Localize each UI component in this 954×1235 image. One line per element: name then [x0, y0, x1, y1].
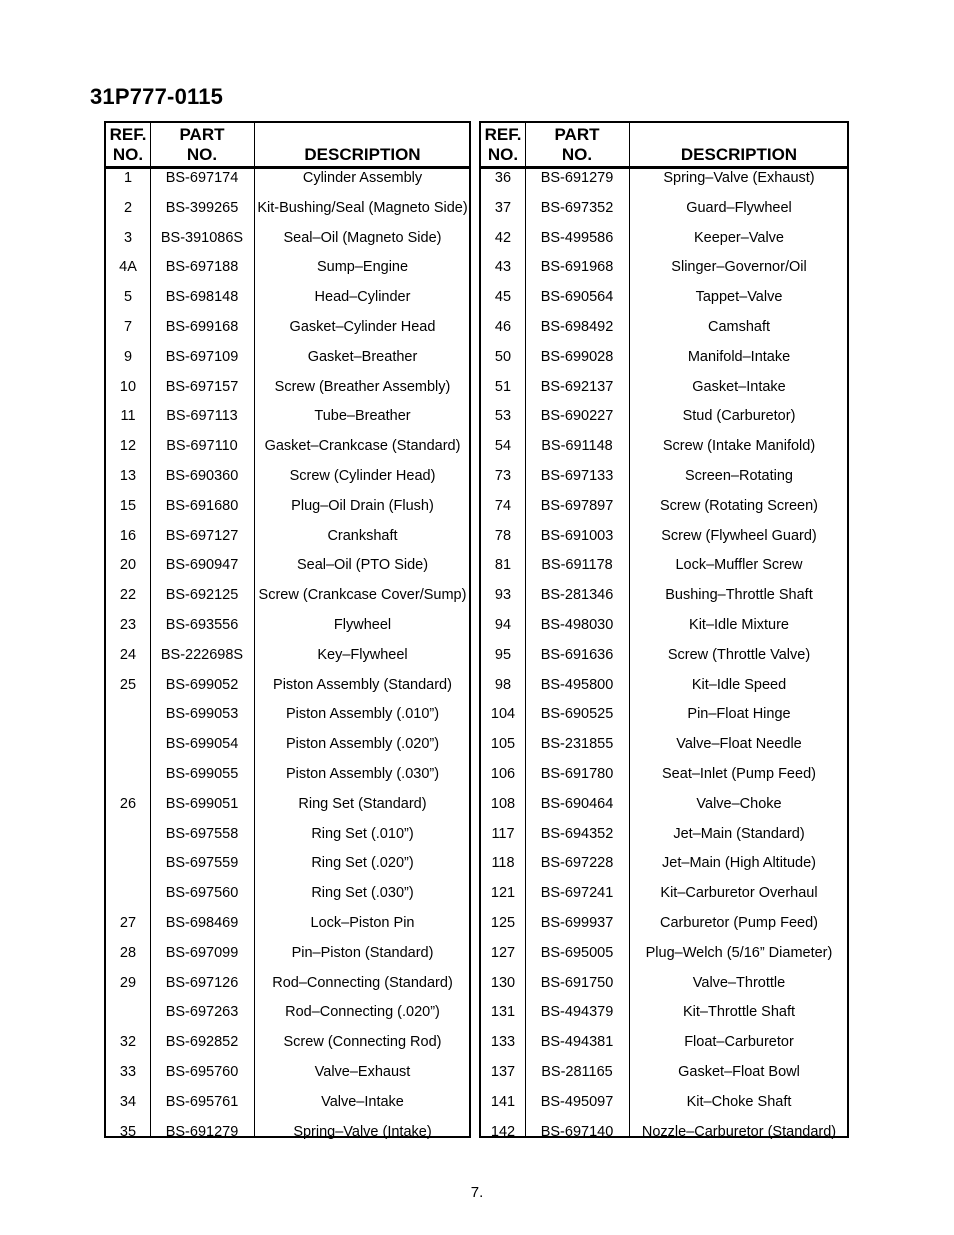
description-cell: Flywheel [333, 617, 392, 633]
ref-no-cell: 141 [490, 1093, 516, 1110]
description-cell: Key–Flywheel [317, 646, 408, 663]
table-row [481, 975, 847, 995]
ref-no-cell: 46 [494, 319, 512, 335]
part-no-cell: BS-698469 [165, 915, 239, 931]
description-cell: Piston Assembly (Standard) [273, 676, 452, 693]
part-no-cell: BS-697352 [540, 199, 614, 216]
part-no-cell: BS-691279 [165, 1123, 239, 1140]
description-cell: Tappet–Valve [695, 289, 783, 306]
description-cell: Gasket–Float Bowl [678, 1064, 800, 1080]
ref-no-cell: 29 [119, 974, 137, 991]
table-row [106, 1004, 469, 1024]
table-row [481, 1094, 847, 1114]
ref-no-cell: 43 [494, 259, 512, 276]
ref-header-line2: NO. [487, 145, 519, 164]
table-row [481, 587, 847, 607]
table-row [106, 736, 469, 756]
description-cell: Manifold–Intake [687, 348, 791, 365]
description-cell: Screw (Flywheel Guard) [661, 527, 817, 544]
part-no-cell: BS-699051 [165, 795, 239, 812]
table-row [481, 796, 847, 816]
table-row [106, 1094, 469, 1114]
description-cell: Slinger–Governor/Oil [671, 259, 807, 276]
table-row [481, 826, 847, 846]
part-no-cell: BS-697157 [165, 378, 239, 395]
part-no-cell: BS-690947 [165, 557, 239, 574]
part-no-cell: BS-281346 [540, 587, 614, 604]
ref-no-cell: 27 [119, 915, 137, 931]
description-cell: Piston Assembly (.030”) [285, 766, 440, 782]
part-no-cell: BS-693556 [165, 617, 239, 633]
ref-no-cell: 81 [494, 557, 512, 574]
part-no-cell: BS-697560 [165, 885, 239, 902]
table-row [106, 259, 469, 279]
part-no-cell: BS-691680 [165, 497, 239, 514]
description-cell: Seat–Inlet (Pump Feed) [662, 766, 816, 782]
ref-no-cell: 13 [119, 468, 137, 484]
table-row [106, 796, 469, 816]
part-no-cell: BS-691178 [541, 557, 613, 574]
table-row [106, 289, 469, 309]
table-row [106, 319, 469, 339]
part-no-cell: BS-692125 [165, 587, 239, 604]
description-cell: Valve–Exhaust [314, 1064, 411, 1080]
description-cell: Plug–Welch (5/16” Diameter) [645, 944, 833, 961]
part-no-cell: BS-494381 [540, 1034, 614, 1051]
part-no-cell: BS-231855 [540, 736, 614, 753]
description-cell: Ring Set (.030”) [311, 885, 414, 902]
table-row [481, 349, 847, 369]
table-row [481, 557, 847, 577]
part-no-cell: BS-691780 [540, 766, 614, 782]
description-cell: Guard–Flywheel [686, 199, 792, 216]
part-no-cell: BS-690464 [540, 795, 614, 812]
table-row [481, 200, 847, 220]
ref-no-cell: 33 [119, 1064, 137, 1080]
table-row [106, 1064, 469, 1084]
table-row [481, 319, 847, 339]
table-row [481, 230, 847, 250]
part-no-cell: BS-697559 [165, 855, 239, 872]
table-row [106, 855, 469, 875]
ref-no-cell: 2 [123, 199, 133, 216]
description-cell: Gasket–Breather [307, 348, 418, 365]
table-row [481, 915, 847, 935]
description-cell: Jet–Main (High Altitude) [662, 855, 816, 872]
ref-no-cell: 12 [119, 438, 137, 455]
description-cell: Rod–Connecting (.020”) [285, 1004, 440, 1021]
table-row [106, 975, 469, 995]
part-no-cell: BS-690227 [540, 408, 614, 425]
parts-table-right [479, 121, 849, 1138]
table-row [106, 766, 469, 786]
table-row [106, 349, 469, 369]
part-no-cell: BS-697241 [540, 885, 614, 902]
table-row [481, 259, 847, 279]
ref-no-cell: 125 [490, 915, 516, 931]
part-no-cell: BS-495097 [540, 1093, 614, 1110]
part-no-cell: BS-697263 [165, 1004, 239, 1021]
table-row [106, 408, 469, 428]
part-no-cell: BS-698492 [540, 319, 614, 335]
part-no-cell: BS-695005 [540, 944, 614, 961]
description-cell: Stud (Carburetor) [682, 408, 796, 425]
description-cell: Gasket–Crankcase (Standard) [264, 438, 461, 455]
table-row [106, 617, 469, 637]
description-cell: Valve–Choke [696, 795, 782, 812]
description-cell: Valve–Throttle [692, 974, 786, 991]
part-no-header [150, 123, 254, 166]
ref-no-cell: 106 [490, 766, 516, 782]
ref-no-cell: 95 [494, 646, 512, 663]
ref-no-cell: 94 [494, 617, 512, 633]
ref-no-cell: 50 [494, 348, 512, 365]
table-row [481, 677, 847, 697]
ref-no-header [481, 123, 525, 166]
description-cell: Ring Set (.020”) [311, 855, 414, 872]
table-row [481, 1034, 847, 1054]
table-row [106, 647, 469, 667]
part-no-cell: BS-690525 [540, 706, 614, 723]
ref-no-cell: 1 [123, 170, 133, 186]
description-cell: Sump–Engine [316, 259, 409, 276]
description-cell: Kit–Choke Shaft [686, 1093, 792, 1110]
description-cell: Piston Assembly (.020”) [285, 736, 440, 753]
ref-no-cell: 24 [119, 646, 137, 663]
table-row [106, 528, 469, 548]
page-number: 7. [470, 1184, 484, 1201]
description-cell: Kit–Carburetor Overhaul [660, 885, 818, 902]
description-cell: Lock–Muffler Screw [675, 557, 803, 574]
table-row [106, 468, 469, 488]
ref-no-cell: 35 [119, 1123, 137, 1140]
ref-no-cell: 73 [494, 468, 512, 484]
table-row [481, 617, 847, 637]
table-row [106, 200, 469, 220]
table-row [481, 408, 847, 428]
description-cell: Spring–Valve (Intake) [293, 1123, 432, 1140]
table-row [481, 855, 847, 875]
part-no-cell: BS-697126 [165, 974, 239, 991]
ref-no-cell: 28 [119, 944, 137, 961]
description-cell: Kit-Bushing/Seal (Magneto Side) [257, 199, 468, 216]
description-cell: Spring–Valve (Exhaust) [663, 170, 815, 186]
ref-no-cell: 51 [494, 378, 512, 395]
description-cell: Pin–Piston (Standard) [291, 944, 434, 961]
ref-no-cell: 142 [490, 1123, 516, 1140]
description-cell: Valve–Float Needle [676, 736, 802, 753]
part-header-line2: NO. [561, 145, 593, 164]
description-cell: Bushing–Throttle Shaft [665, 587, 813, 604]
ref-no-header [106, 123, 150, 166]
ref-no-cell: 32 [119, 1034, 137, 1051]
part-no-cell: BS-692137 [540, 378, 614, 395]
part-no-cell: BS-691750 [540, 974, 614, 991]
part-no-cell: BS-698148 [165, 289, 239, 306]
part-no-cell: BS-699168 [165, 319, 239, 335]
part-no-cell: BS-222698S [160, 646, 244, 663]
ref-no-cell: 137 [490, 1064, 516, 1080]
description-cell: Screen–Rotating [684, 468, 793, 484]
description-cell: Cylinder Assembly [302, 170, 423, 186]
ref-no-cell: 10 [119, 378, 137, 395]
ref-no-cell: 22 [119, 587, 137, 604]
description-cell: Seal–Oil (Magneto Side) [283, 229, 442, 246]
description-cell: Ring Set (Standard) [298, 795, 427, 812]
table-row [106, 885, 469, 905]
description-cell: Float–Carburetor [684, 1034, 794, 1051]
part-no-cell: BS-498030 [540, 617, 614, 633]
ref-no-cell: 34 [119, 1093, 137, 1110]
description-cell: Screw (Crankcase Cover/Sump) [258, 587, 467, 604]
part-no-cell: BS-699028 [540, 348, 614, 365]
table-row [106, 230, 469, 250]
ref-no-cell: 133 [490, 1034, 516, 1051]
description-header [254, 123, 471, 166]
description-cell: Gasket–Cylinder Head [289, 319, 436, 335]
table-row [481, 766, 847, 786]
ref-no-cell: 26 [119, 795, 137, 812]
part-no-cell: BS-697133 [540, 468, 614, 484]
ref-no-cell: 11 [120, 408, 136, 425]
part-no-cell: BS-697188 [165, 259, 239, 276]
description-cell: Camshaft [707, 319, 771, 335]
part-header-line2: NO. [186, 145, 218, 164]
table-row [481, 498, 847, 518]
description-cell: Valve–Intake [321, 1093, 404, 1110]
description-header-text: DESCRIPTION [304, 145, 421, 164]
table-row [106, 557, 469, 577]
part-no-cell: BS-697897 [540, 497, 614, 514]
part-no-header [525, 123, 629, 166]
ref-no-cell: 4A [119, 259, 137, 276]
table-row [481, 438, 847, 458]
ref-no-cell: 98 [494, 676, 512, 693]
description-cell: Pin–Float Hinge [687, 706, 791, 723]
part-no-cell: BS-697174 [165, 170, 239, 186]
description-cell: Screw (Connecting Rod) [283, 1034, 442, 1051]
ref-no-cell: 7 [123, 319, 133, 335]
ref-no-cell: 104 [490, 706, 516, 723]
part-no-cell: BS-699937 [540, 915, 614, 931]
ref-no-cell: 78 [494, 527, 512, 544]
ref-no-cell: 105 [490, 736, 516, 753]
part-no-cell: BS-494379 [540, 1004, 614, 1021]
part-no-cell: BS-695760 [165, 1064, 239, 1080]
description-cell: Carburetor (Pump Feed) [660, 915, 818, 931]
part-header-line1: PART [179, 125, 225, 144]
part-no-cell: BS-691279 [540, 170, 614, 186]
part-no-cell: BS-699052 [165, 676, 239, 693]
table-row [106, 677, 469, 697]
description-cell: Screw (Rotating Screen) [660, 497, 818, 514]
description-cell: Screw (Breather Assembly) [274, 378, 451, 395]
part-no-cell: BS-399265 [165, 199, 239, 216]
description-header-text: DESCRIPTION [680, 145, 798, 164]
part-no-cell: BS-697113 [166, 408, 238, 425]
part-no-cell: BS-697558 [165, 825, 239, 842]
table-row [481, 885, 847, 905]
ref-header-line1: REF. [109, 125, 147, 144]
table-row [106, 1124, 469, 1144]
table-row [481, 170, 847, 190]
ref-no-cell: 54 [494, 438, 512, 455]
ref-no-cell: 45 [494, 289, 512, 306]
description-cell: Kit–Idle Mixture [689, 617, 789, 633]
table-row [481, 468, 847, 488]
description-cell: Rod–Connecting (Standard) [272, 974, 453, 991]
description-cell: Keeper–Valve [693, 229, 785, 246]
page-title: 31P777-0115 [90, 84, 224, 109]
table-row [106, 170, 469, 190]
ref-no-cell: 130 [490, 974, 516, 991]
part-no-cell: BS-697228 [540, 855, 614, 872]
table-row [481, 706, 847, 726]
table-row [481, 528, 847, 548]
part-no-cell: BS-391086S [160, 229, 244, 246]
ref-no-cell: 121 [490, 885, 516, 902]
part-no-cell: BS-499586 [540, 229, 614, 246]
description-cell: Kit–Idle Speed [691, 676, 787, 693]
table-row [481, 1004, 847, 1024]
part-no-cell: BS-690360 [165, 468, 239, 484]
ref-no-cell: 5 [123, 289, 133, 306]
part-no-cell: BS-695761 [165, 1093, 239, 1110]
description-cell: Lock–Piston Pin [310, 915, 415, 931]
table-row [481, 1124, 847, 1144]
ref-no-cell: 3 [123, 229, 133, 246]
table-row [481, 289, 847, 309]
part-no-cell: BS-691003 [540, 527, 614, 544]
part-header-line1: PART [554, 125, 600, 144]
part-no-cell: BS-699054 [165, 736, 239, 753]
ref-no-cell: 53 [494, 408, 512, 425]
part-no-cell: BS-694352 [540, 825, 614, 842]
ref-no-cell: 36 [494, 170, 512, 186]
table-header [106, 123, 469, 169]
table-row [481, 647, 847, 667]
ref-no-cell: 118 [491, 855, 515, 872]
table-row [481, 736, 847, 756]
ref-no-cell: 23 [119, 617, 137, 633]
description-cell: Tube–Breather [314, 408, 411, 425]
part-no-cell: BS-691148 [541, 438, 613, 455]
table-row [481, 945, 847, 965]
part-no-cell: BS-281165 [541, 1064, 613, 1080]
part-no-cell: BS-691636 [540, 646, 614, 663]
table-row [106, 1034, 469, 1054]
description-cell: Kit–Throttle Shaft [682, 1004, 796, 1021]
description-cell: Piston Assembly (.010”) [285, 706, 440, 723]
table-header [481, 123, 847, 169]
table-row [106, 915, 469, 935]
description-cell: Screw (Intake Manifold) [662, 438, 816, 455]
part-no-cell: BS-697099 [165, 944, 239, 961]
table-row [106, 379, 469, 399]
table-row [106, 945, 469, 965]
table-row [106, 498, 469, 518]
part-no-cell: BS-697127 [165, 527, 239, 544]
part-no-cell: BS-699055 [165, 766, 239, 782]
description-cell: Crankshaft [327, 527, 398, 544]
ref-no-cell: 42 [494, 229, 512, 246]
ref-no-cell: 127 [490, 944, 516, 961]
part-no-cell: BS-697110 [166, 438, 238, 455]
ref-no-cell: 20 [119, 557, 137, 574]
ref-no-cell: 74 [494, 497, 512, 514]
ref-no-cell: 25 [119, 676, 137, 693]
part-no-cell: BS-692852 [165, 1034, 239, 1051]
ref-no-cell: 9 [123, 348, 133, 365]
part-no-cell: BS-495800 [540, 676, 614, 693]
table-row [481, 379, 847, 399]
table-row [106, 438, 469, 458]
ref-no-cell: 93 [494, 587, 512, 604]
description-cell: Plug–Oil Drain (Flush) [291, 497, 434, 514]
ref-no-cell: 15 [119, 497, 137, 514]
part-no-cell: BS-690564 [540, 289, 614, 306]
ref-header-line2: NO. [112, 145, 144, 164]
ref-header-line1: REF. [484, 125, 522, 144]
table-row [481, 1064, 847, 1084]
description-cell: Screw (Cylinder Head) [289, 468, 436, 484]
ref-no-cell: 131 [490, 1004, 516, 1021]
ref-no-cell: 16 [119, 527, 137, 544]
parts-table-left [104, 121, 471, 1138]
description-cell: Screw (Throttle Valve) [667, 646, 811, 663]
description-cell: Ring Set (.010”) [311, 825, 414, 842]
ref-no-cell: 108 [490, 795, 516, 812]
table-row [106, 706, 469, 726]
description-header [629, 123, 849, 166]
description-cell: Head–Cylinder [314, 289, 411, 306]
part-no-cell: BS-697109 [165, 348, 239, 365]
part-no-cell: BS-699053 [165, 706, 239, 723]
part-no-cell: BS-691968 [540, 259, 614, 276]
description-cell: Nozzle–Carburetor (Standard) [641, 1123, 837, 1140]
table-row [106, 826, 469, 846]
part-no-cell: BS-697140 [540, 1123, 614, 1140]
ref-no-cell: 37 [494, 199, 512, 216]
ref-no-cell: 117 [491, 825, 515, 842]
table-row [106, 587, 469, 607]
description-cell: Seal–Oil (PTO Side) [296, 557, 429, 574]
description-cell: Jet–Main (Standard) [673, 825, 805, 842]
description-cell: Gasket–Intake [692, 378, 786, 395]
